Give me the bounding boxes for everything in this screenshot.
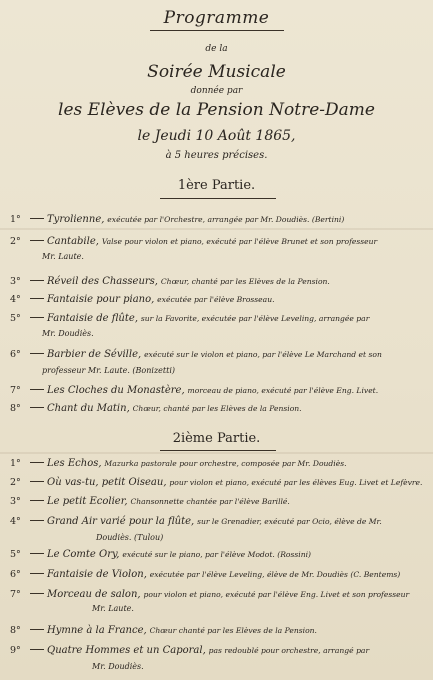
item-description: exécutée par l'Orchestre, arrangée par Mr. Doudiès. (Bertini) [107,215,345,224]
item-description: exécutée par l'élève Brosseau. [157,295,275,304]
item-dash [30,629,44,630]
item-continuation: professeur Mr. Laute. (Bonizetti) [42,366,175,375]
part2-heading: 2ième Partie. [172,431,261,446]
item-description: pour violon et piano, exécuté par l'élève Eng. Livet et son professeur [143,590,410,599]
item-title: Barbier de Séville, [47,349,142,360]
item-description: Chœur, chanté par les Elèves de la Pension. [160,277,330,286]
item-title: Chant du Matin, [47,403,130,414]
date-text: le Jeudi 10 Août 1865, [137,128,296,144]
item-title: Les Echos, [47,458,102,469]
donnee-par-text: donnée par [190,86,243,96]
item-description: Chœur chanté par les Elèves de la Pension. [149,626,317,635]
item-dash [30,462,44,463]
item-dash [30,520,44,521]
item-description: Valse pour violon et piano, exécuté par l'élève Brunet et son professeur [101,237,378,246]
soiree-title: Soirée Musicale [147,62,286,82]
program-item [10,645,427,656]
program-item [10,549,427,560]
item-dash [30,573,44,574]
item-dash [30,240,44,241]
item-title: Grand Air varié pour la flûte, [47,516,195,527]
item-dash [30,280,44,281]
program-item [10,516,427,527]
program-item [10,214,427,225]
item-continuation: Mr. Laute. [42,252,84,261]
item-dash [30,407,44,408]
program-item [10,458,427,469]
item-title: Le petit Ecolier, [47,496,128,507]
item-description: sur la Favorite, exécutée par l'élève Leveling, arrangée par [140,314,370,323]
item-description: exécuté sur le piano, par l'élève Modot. (Rossini) [122,550,312,559]
item-continuation: Mr. Doudiès. [92,662,144,671]
item-description: morceau de piano, exécuté par l'élève Eng. Livet. [187,386,379,395]
item-title: Fantaisie pour piano, [47,294,155,305]
item-title: Cantabile, [47,236,99,247]
item-dash [30,500,44,501]
item-dash [30,317,44,318]
program-item [10,496,427,507]
program-item [10,236,427,247]
program-item [10,589,427,600]
program-item [10,625,427,636]
item-title: Quatre Hommes et un Caporal, [47,645,206,656]
item-description: exécutée par l'élève Leveling, élève de Mr. Doudiès (C. Bentems) [149,570,401,579]
item-number: 8° [10,625,21,636]
item-description: sur le Grenadier, exécuté par Ocio, élève de Mr. [197,517,382,526]
item-description: Mazurka pastorale pour orchestre, composée par Mr. Doudiès. [104,459,347,468]
item-description: Chœur, chanté par les Elèves de la Pension. [132,404,302,413]
paper-fold [0,228,433,230]
item-title: Morceau de salon, [47,589,141,600]
item-title: Où vas-tu, petit Oiseau, [47,477,167,488]
item-dash [30,553,44,554]
item-description: Chansonnette chantée par l'élève Barillé. [130,497,290,506]
eleves-title: les Elèves de la Pension Notre-Dame [58,100,375,120]
item-dash [30,481,44,482]
program-item [10,276,427,287]
program-item [10,294,427,305]
item-number: 5° [10,313,21,324]
item-dash [30,389,44,390]
item-number: 3° [10,276,21,287]
paper-fold [0,452,433,454]
item-description: pas redoublé pour orchestre, arrangé par [208,646,370,655]
item-dash [30,218,44,219]
item-dash [30,649,44,650]
item-continuation: Mr. Doudiès. [42,329,94,338]
item-title: Fantaisie de Violon, [47,569,147,580]
item-title: Les Cloches du Monastère, [47,385,185,396]
item-number: 2° [10,477,21,488]
title-underline [150,30,284,31]
program-item [10,313,427,324]
part1-underline [160,198,276,199]
program-item [10,349,427,360]
item-number: 6° [10,349,21,360]
item-continuation: Doudiès. (Tulou) [96,533,164,542]
item-title: Hymne à la France, [47,625,147,636]
item-title: Réveil des Chasseurs, [47,276,158,287]
program-item [10,385,427,396]
item-number: 1° [10,214,21,225]
item-description: pour violon et piano, exécuté par les élèves Eug. Livet et Lefèvre. [169,478,423,487]
item-title: Tyrolienne, [47,214,105,225]
item-number: 8° [10,403,21,414]
item-number: 5° [10,549,21,560]
item-number: 7° [10,589,21,600]
item-dash [30,298,44,299]
program-item [10,569,427,580]
program-item [10,477,427,488]
item-number: 4° [10,294,21,305]
part2-underline [160,450,276,451]
item-continuation: Mr. Laute. [92,604,134,613]
item-title: Le Comte Ory, [47,549,120,560]
item-title: Fantaisie de flûte, [47,313,138,324]
item-number: 6° [10,569,21,580]
item-description: exécuté sur le violon et piano, par l'élève Le Marchand et son [144,350,382,359]
programme-title: Programme [163,8,270,28]
item-dash [30,353,44,354]
program-item [10,403,427,414]
heure-text: à 5 heures précises. [165,150,268,161]
item-dash [30,593,44,594]
item-number: 9° [10,645,21,656]
item-number: 7° [10,385,21,396]
item-number: 4° [10,516,21,527]
item-number: 2° [10,236,21,247]
part1-heading: 1ère Partie. [177,178,256,193]
item-number: 1° [10,458,21,469]
de-la-text: de la [205,44,228,54]
item-number: 3° [10,496,21,507]
